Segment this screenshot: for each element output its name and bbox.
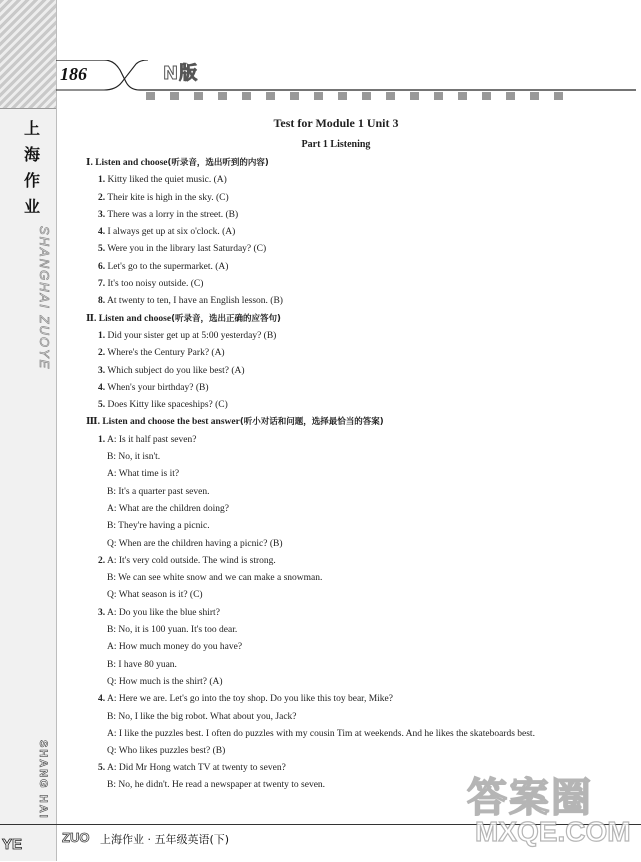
dialogue-line: A: What are the children doing?: [107, 503, 229, 514]
item-text: There was a lorry in the street. (B): [107, 209, 239, 220]
worksheet-content: [86, 108, 586, 795]
dialogue-line: A: What time is it?: [107, 469, 180, 480]
page-number: 186: [60, 64, 87, 84]
dialogue-line: [86, 605, 586, 622]
dialogue-text: A: Here we are. Let's go into the toy shop. Do you like this toy bear, Mike?: [106, 694, 393, 705]
section-2: [86, 311, 586, 415]
item-number: 4.: [98, 227, 106, 238]
item-text: I always get up at six o'clock. (A): [107, 227, 236, 238]
dialogue-text: A: Did Mr Hong watch TV at twenty to seven?: [106, 763, 286, 774]
list-item: [86, 276, 586, 293]
item-text: Where's the Century Park? (A): [107, 348, 225, 359]
item-text: When's your birthday? (B): [107, 382, 209, 393]
sidebar-pattern: [0, 0, 56, 109]
dialogue-3: [86, 605, 586, 691]
item-text: Kitty liked the quiet music. (A): [107, 175, 227, 186]
part-title: Part 1 Listening: [301, 139, 371, 150]
list-item: [86, 363, 586, 380]
dialogue-line: [86, 553, 586, 570]
section-heading-instruction: (听录音，选出听到的内容): [167, 158, 269, 168]
item-number: 1.: [98, 330, 106, 341]
footer-ye: YE: [2, 836, 23, 853]
dialogue-question: Q: Who likes puzzles best? (B): [107, 745, 226, 756]
watermark-url: MXQE.COM: [475, 816, 631, 847]
dialogue-question: Q: How much is the shirt? (A): [107, 676, 223, 687]
section-heading-label: Ⅰ. Listen and choose: [86, 158, 168, 168]
section-heading-instruction: (听录音，选出正确的应答句): [171, 313, 281, 324]
dialogue-number: 4.: [98, 694, 106, 705]
item-text: Their kite is high in the sky. (C): [107, 192, 229, 203]
list-item: [86, 328, 586, 345]
dialogue-line: A: How much money do you have?: [107, 642, 243, 653]
dialogue-line: B: I have 80 yuan.: [107, 659, 177, 670]
test-title: Test for Module 1 Unit 3: [273, 116, 399, 130]
section-3: [86, 414, 586, 794]
dialogue-line: B: It's a quarter past seven.: [107, 486, 210, 497]
item-text: Did your sister get up at 5:00 yesterday? (B): [107, 330, 277, 341]
dialogue-4: [86, 691, 586, 760]
sidebar-title: 上海作业: [23, 119, 40, 216]
section-heading: [86, 414, 586, 431]
dialogue-number: 1.: [98, 434, 106, 445]
section-1: [86, 155, 586, 311]
list-item: [86, 190, 586, 207]
item-text: Which subject do you like best? (A): [107, 365, 245, 376]
dialogue-text: A: Is it half past seven?: [106, 434, 197, 445]
list-item: [86, 293, 586, 310]
list-item: [86, 380, 586, 397]
list-item: [86, 345, 586, 362]
item-text: At twenty to ten, I have an English lesson. (B): [106, 296, 283, 307]
sidebar-pinyin-bottom: SHANG HAI: [37, 740, 49, 820]
footer-rule: [0, 824, 641, 862]
dialogue-line: B: No, I like the big robot. What about you, Jack?: [107, 711, 297, 722]
list-item: [86, 397, 586, 414]
dialogue-line: B: No, it isn't.: [107, 452, 161, 463]
item-text: It's too noisy outside. (C): [107, 279, 204, 290]
item-number: 5.: [98, 244, 106, 255]
item-number: 2.: [98, 348, 106, 359]
dialogue-number: 3.: [98, 607, 106, 618]
item-number: 5.: [98, 400, 106, 411]
dialogue-2: [86, 553, 586, 605]
dialogue-number: 5.: [98, 763, 106, 774]
item-number: 1.: [98, 175, 106, 186]
section-heading-label: Ⅱ. Listen and choose: [86, 313, 172, 324]
edition-badge: N版: [163, 63, 199, 84]
section-heading: [86, 311, 586, 328]
section-heading-instruction: (听小对话和问题，选择最恰当的答案): [239, 417, 384, 428]
dialogue-line: [86, 432, 586, 449]
item-number: 3.: [98, 365, 106, 376]
footer-book-title: 上海作业 · 五年级英语(下): [100, 833, 230, 846]
dialogue-text: A: Do you like the blue shirt?: [106, 607, 220, 618]
dialogue-line: [86, 691, 586, 708]
item-number: 3.: [98, 209, 106, 220]
dialogue-5: [86, 760, 586, 795]
sidebar-pinyin: SHANGHAI ZUOYE: [37, 226, 52, 371]
header-dashes: [146, 92, 576, 100]
dialogue-line: B: No, he didn't. He read a newspaper at twenty to seven.: [107, 780, 326, 791]
footer-zuo: ZUO: [62, 830, 90, 845]
dialogue-1: [86, 432, 586, 553]
dialogue-question: Q: What season is it? (C): [107, 590, 203, 601]
list-item: [86, 259, 586, 276]
item-number: 7.: [98, 279, 106, 290]
dialogue-number: 2.: [98, 555, 106, 566]
item-number: 2.: [98, 192, 106, 203]
dialogue-text: A: It's very cold outside. The wind is strong.: [106, 555, 276, 566]
sidebar: [0, 0, 57, 861]
item-text: Does Kitty like spaceships? (C): [107, 400, 228, 411]
item-text: Were you in the library last Saturday? (C): [107, 244, 267, 255]
dialogue-line: [86, 760, 586, 777]
list-item: [86, 172, 586, 189]
dialogue-line: B: No, it is 100 yuan. It's too dear.: [107, 625, 238, 636]
item-number: 4.: [98, 382, 106, 393]
dialogue-line: B: We can see white snow and we can make a snowman.: [107, 573, 323, 584]
dialogue-line: B: They're having a picnic.: [107, 521, 210, 532]
list-item: [86, 241, 586, 258]
item-number: 8.: [98, 296, 106, 307]
dialogue-line: A: I like the puzzles best. I often do puzzles with my cousin Tim at weekends. And he likes the skateboards best.: [107, 728, 535, 739]
list-item: [86, 224, 586, 241]
item-number: 6.: [98, 261, 106, 272]
dialogue-question: Q: When are the children having a picnic? (B): [107, 538, 283, 549]
item-text: Let's go to the supermarket. (A): [107, 261, 229, 272]
section-heading: [86, 155, 586, 172]
section-heading-label: Ⅲ. Listen and choose the best answer: [86, 417, 240, 428]
list-item: [86, 207, 586, 224]
watermark-text: 答案圈: [467, 775, 593, 821]
